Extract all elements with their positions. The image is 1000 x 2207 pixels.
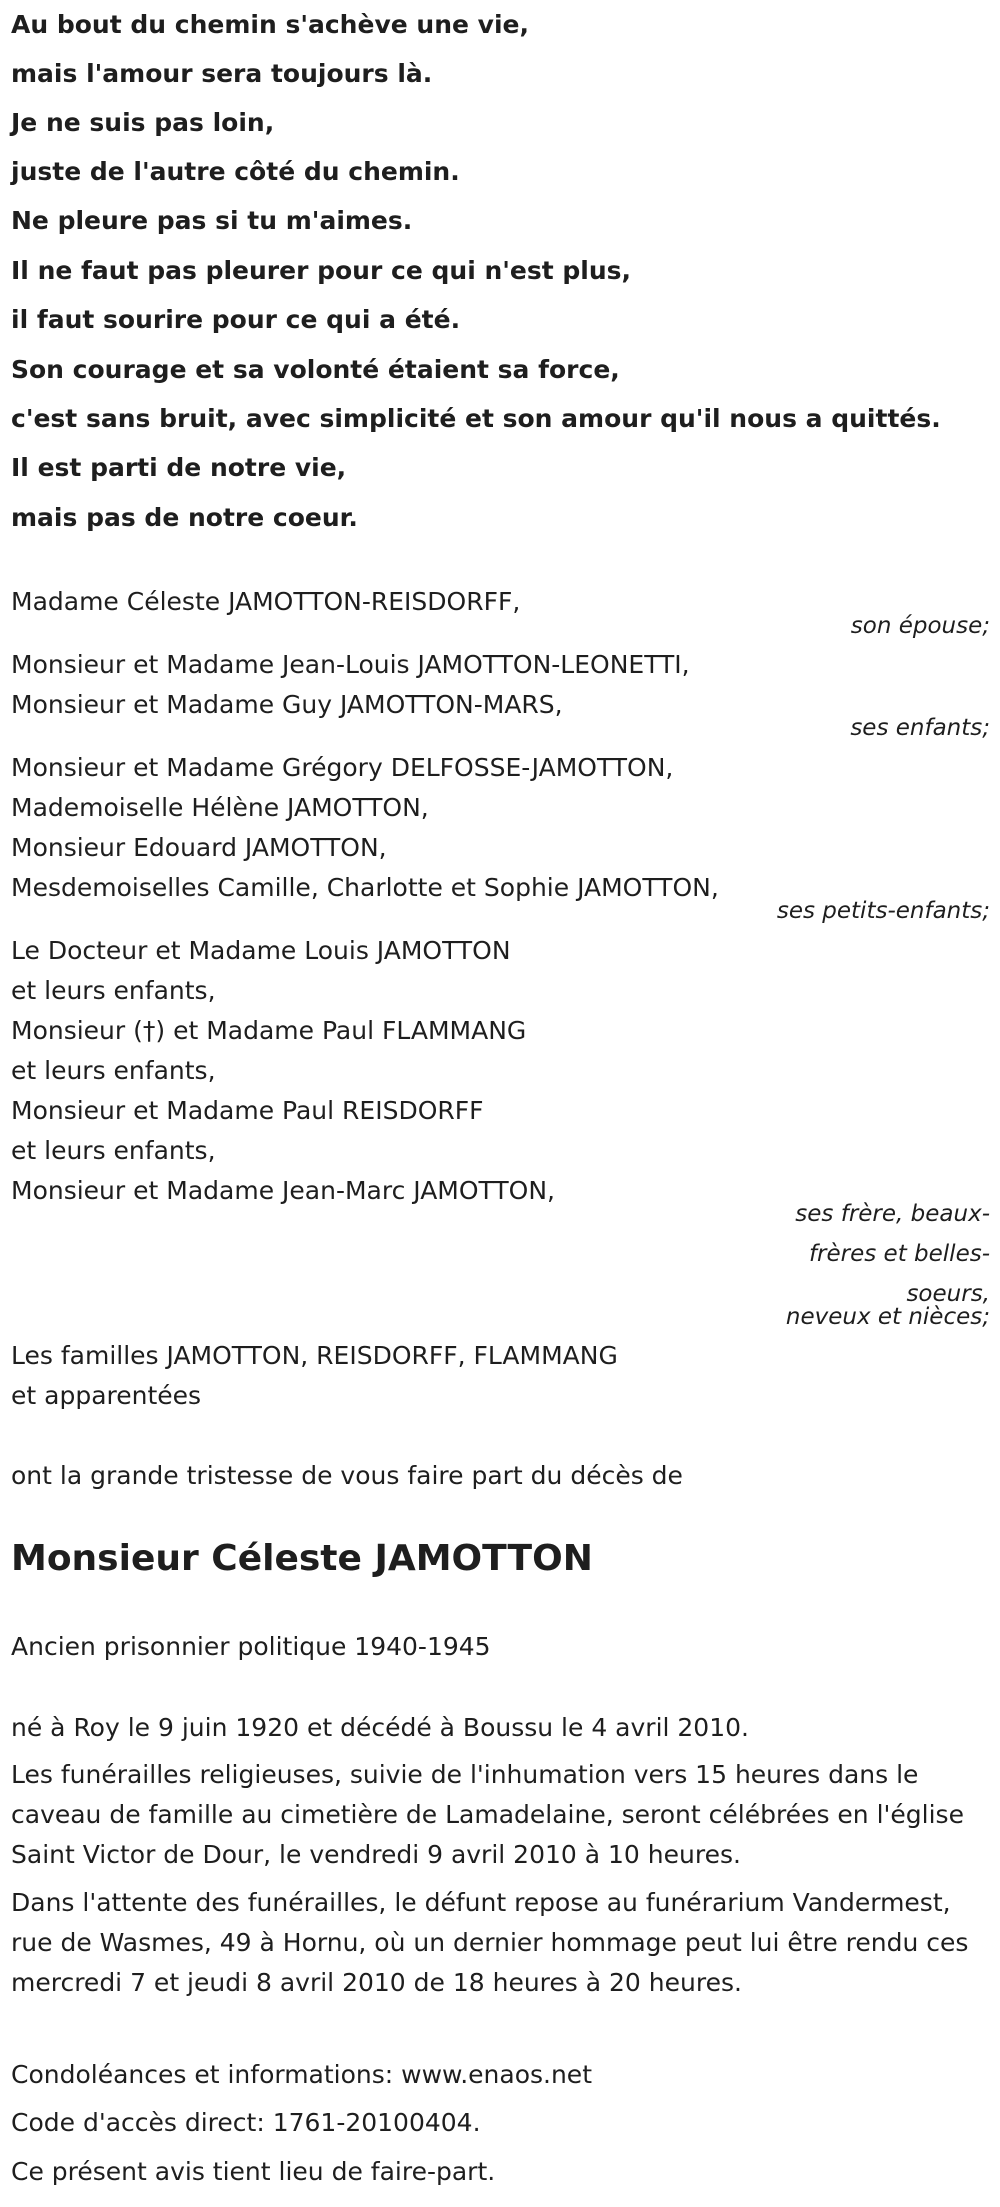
siblings-relation-2: frères et belles-	[808, 1241, 990, 1267]
funeral-paragraph: Les funérailles religieuses, suivie de l'inhumation vers 15 heures dans le caveau de famille au cimetière de Lamadelaine, seront célébrées en l'église Saint Victor de Dour, le vendredi 9 avril 2010 à 10 heures.	[11, 1760, 964, 1869]
announcement: ont la grande tristesse de vous faire part du décès de	[11, 1461, 683, 1490]
sibling-line-2: et leurs enfants,	[11, 976, 216, 1005]
siblings-relation-3: soeurs,	[906, 1281, 990, 1307]
child-1: Monsieur et Madame Jean-Louis JAMOTTON-LEONETTI,	[11, 650, 690, 679]
grandchild-1: Monsieur et Madame Grégory DELFOSSE-JAMOTTON,	[11, 753, 674, 782]
viewing-paragraph: Dans l'attente des funérailles, le défunt repose au funérarium Vandermest, rue de Wasmes, 49 à Hornu, où un dernier hommage peut lui être rendu ces mercredi 7 et jeudi 8 avril 2010 de 18 heures à 20 heures.	[11, 1888, 969, 1997]
poem-line-4: juste de l'autre côté du chemin.	[11, 157, 460, 186]
sibling-line-7: Monsieur et Madame Jean-Marc JAMOTTON,	[11, 1176, 555, 1205]
siblings-relation-1: ses frère, beaux-	[795, 1201, 990, 1227]
poem-line-11: mais pas de notre coeur.	[11, 503, 358, 532]
poem-line-8: Son courage et sa volonté étaient sa force,	[11, 355, 620, 384]
grandchild-4: Mesdemoiselles Camille, Charlotte et Sophie JAMOTTON,	[11, 873, 719, 902]
sibling-line-4: et leurs enfants,	[11, 1056, 216, 1085]
poem-line-7: il faut sourire pour ce qui a été.	[11, 305, 461, 334]
spouse-relation: son épouse;	[850, 613, 990, 639]
families-line-2: et apparentées	[11, 1381, 202, 1410]
spouse-name: Madame Céleste JAMOTTON-REISDORFF,	[11, 587, 521, 616]
sibling-line-5: Monsieur et Madame Paul REISDORFF	[11, 1096, 484, 1125]
condolences: Condoléances et informations: www.enaos.net	[11, 2060, 592, 2089]
grandchildren-relation: ses petits-enfants;	[776, 898, 990, 924]
poem-line-3: Je ne suis pas loin,	[11, 108, 275, 137]
families-line-1: Les familles JAMOTTON, REISDORFF, FLAMMANG	[11, 1341, 618, 1370]
closing-note: Ce présent avis tient lieu de faire-part.	[11, 2157, 496, 2186]
access-code: Code d'accès direct: 1761-20100404.	[11, 2108, 481, 2137]
poem-line-2: mais l'amour sera toujours là.	[11, 59, 433, 88]
poem-line-9: c'est sans bruit, avec simplicité et son amour qu'il nous a quittés.	[11, 404, 941, 433]
grandchild-3: Monsieur Edouard JAMOTTON,	[11, 833, 387, 862]
sibling-line-1: Le Docteur et Madame Louis JAMOTTON	[11, 936, 511, 965]
sibling-line-3: Monsieur (†) et Madame Paul FLAMMANG	[11, 1016, 527, 1045]
poem-line-6: Il ne faut pas pleurer pour ce qui n'est plus,	[11, 256, 632, 285]
poem-line-1: Au bout du chemin s'achève une vie,	[11, 10, 529, 39]
poem-line-10: Il est parti de notre vie,	[11, 453, 347, 482]
poem-line-5: Ne pleure pas si tu m'aimes.	[11, 206, 413, 235]
deceased-title: Ancien prisonnier politique 1940-1945	[11, 1632, 491, 1661]
birth-death: né à Roy le 9 juin 1920 et décédé à Boussu le 4 avril 2010.	[11, 1713, 749, 1742]
grandchild-2: Mademoiselle Hélène JAMOTTON,	[11, 793, 429, 822]
siblings-relation-4: neveux et nièces;	[785, 1304, 990, 1330]
children-relation: ses enfants;	[850, 715, 990, 741]
child-2: Monsieur et Madame Guy JAMOTTON-MARS,	[11, 690, 563, 719]
deceased-name: Monsieur Céleste JAMOTTON	[11, 1538, 593, 1579]
sibling-line-6: et leurs enfants,	[11, 1136, 216, 1165]
